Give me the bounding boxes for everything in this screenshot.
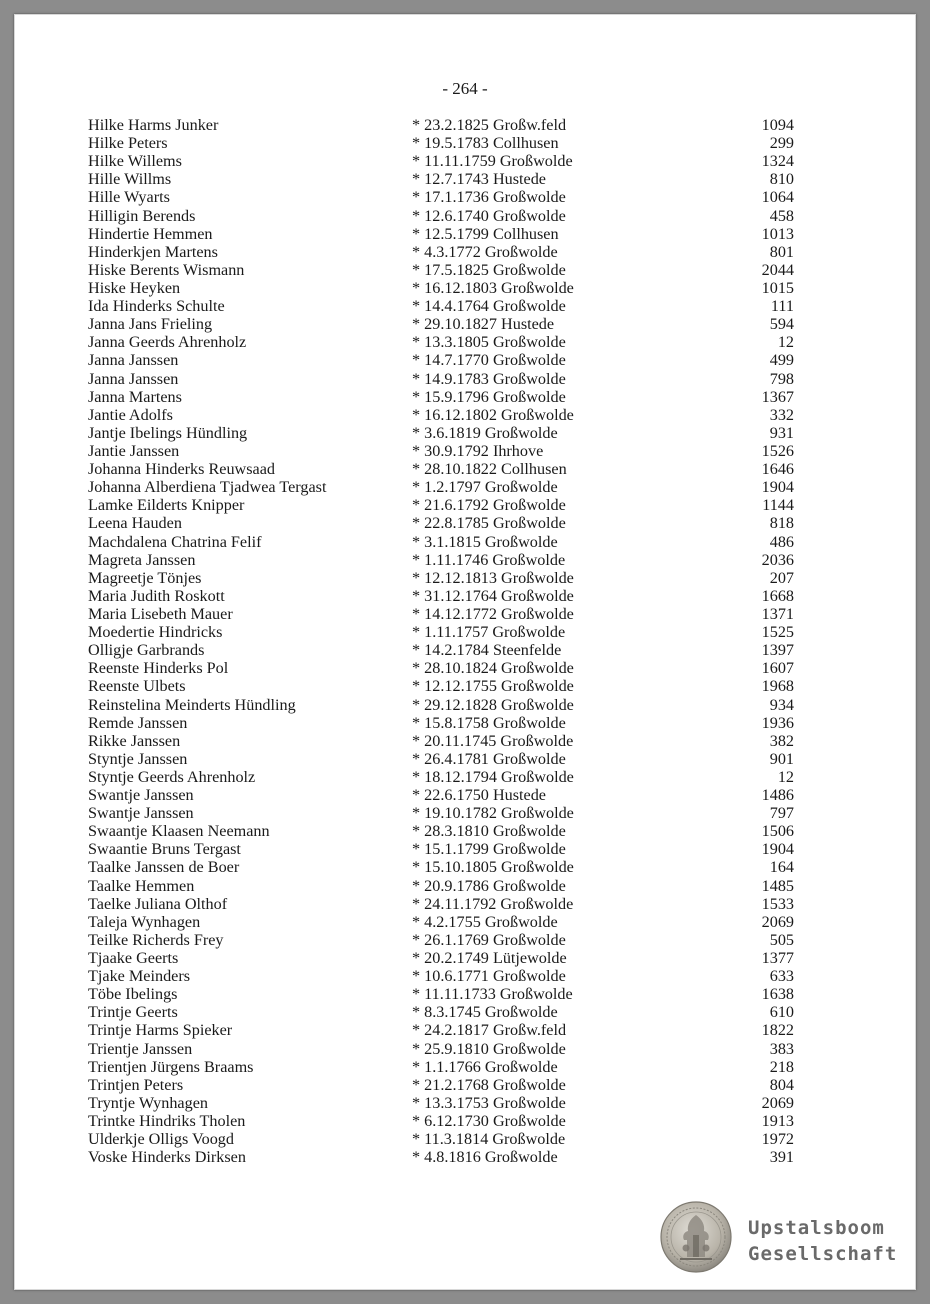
entry-name: Johanna Alberdiena Tjadwea Tergast — [88, 478, 327, 497]
register-entry — [0, 931, 930, 949]
register-entry — [0, 605, 930, 623]
entry-name: Hilke Harms Junker — [88, 116, 219, 134]
register-entry — [0, 1003, 930, 1021]
entry-name: Reinstelina Meinderts Hündling — [88, 695, 296, 714]
entry-number: 111 — [770, 297, 794, 316]
register-entry — [0, 858, 930, 876]
register-entry — [0, 170, 930, 188]
entry-birth: * 19.5.1783 Collhusen — [412, 134, 559, 153]
entry-name: Styntje Geerds Ahrenholz — [88, 767, 256, 786]
entry-birth: * 11.11.1733 Großwolde — [412, 985, 573, 1004]
register-entry — [0, 424, 930, 442]
register-entry — [0, 533, 930, 551]
register-entry — [0, 877, 930, 895]
register-entry — [0, 768, 930, 786]
entry-name: Taalke Hemmen — [88, 876, 195, 895]
register-entry — [0, 1130, 930, 1148]
entry-birth: * 4.8.1816 Großwolde — [412, 1148, 558, 1167]
entry-number: 2069 — [761, 1093, 794, 1112]
entry-name: Tryntje Wynhagen — [88, 1093, 208, 1112]
entry-birth: * 28.10.1824 Großwolde — [412, 659, 574, 678]
register-entry — [0, 696, 930, 714]
register-entry — [0, 351, 930, 369]
register-entry — [0, 1058, 930, 1076]
entry-birth: * 19.10.1782 Großwolde — [412, 804, 574, 823]
register-entry — [0, 134, 930, 152]
entry-name: Taalke Janssen de Boer — [88, 858, 240, 877]
entry-name: Johanna Hinderks Reuwsaad — [88, 460, 276, 479]
entry-birth: * 10.6.1771 Großwolde — [412, 967, 566, 986]
entry-number: 1397 — [761, 641, 794, 660]
entry-birth: * 18.12.1794 Großwolde — [412, 767, 574, 786]
entry-name: Swantje Janssen — [88, 804, 194, 823]
register-entry — [0, 985, 930, 1003]
entry-name: Hiske Berents Wismann — [88, 260, 245, 279]
entry-birth: * 14.7.1770 Großwolde — [412, 351, 566, 370]
entry-birth: * 14.2.1784 Steenfelde — [412, 641, 562, 660]
entry-name: Hille Willms — [88, 170, 172, 189]
entry-number: 1013 — [761, 224, 794, 243]
entry-birth: * 22.6.1750 Hustede — [412, 786, 546, 805]
entry-name: Hilligin Berends — [88, 206, 196, 225]
entry-name: Reenste Ulbets — [88, 677, 186, 696]
entry-number: 1094 — [761, 116, 794, 134]
entry-name: Jantie Janssen — [88, 441, 180, 460]
entry-name: Trintke Hindriks Tholen — [88, 1112, 246, 1131]
entry-birth: * 28.10.1822 Collhusen — [412, 460, 567, 479]
entry-birth: * 30.9.1792 Ihrhove — [412, 441, 544, 460]
entry-birth: * 12.7.1743 Hustede — [412, 170, 546, 189]
entry-name: Tjake Meinders — [88, 967, 191, 986]
entry-number: 610 — [769, 1003, 794, 1022]
entry-name: Reenste Hinderks Pol — [88, 659, 229, 678]
entry-name: Moedertie Hindricks — [88, 623, 223, 642]
entry-number: 458 — [769, 206, 794, 225]
entry-birth: * 15.10.1805 Großwolde — [412, 858, 574, 877]
entry-birth: * 1.1.1766 Großwolde — [412, 1057, 558, 1076]
entry-number: 1913 — [761, 1112, 794, 1131]
register-entry — [0, 786, 930, 804]
register-entry — [0, 1094, 930, 1112]
register-entry — [0, 496, 930, 514]
entry-birth: * 21.2.1768 Großwolde — [412, 1075, 566, 1094]
entry-birth: * 29.10.1827 Hustede — [412, 315, 555, 334]
entry-name: Trintjen Peters — [88, 1075, 184, 1094]
register-entry — [0, 967, 930, 985]
entry-name: Maria Judith Roskott — [88, 586, 225, 605]
society-name-line2: Gesellschaft — [748, 1243, 898, 1265]
entry-number: 801 — [769, 242, 794, 261]
register-entry — [0, 188, 930, 206]
register-entry — [0, 587, 930, 605]
entry-birth: * 1.11.1746 Großwolde — [412, 550, 566, 569]
entry-birth: * 12.6.1740 Großwolde — [412, 206, 566, 225]
register-entry — [0, 732, 930, 750]
register-entry — [0, 406, 930, 424]
entry-name: Swaantje Klaasen Neemann — [88, 822, 270, 841]
entry-name: Teilke Richerds Frey — [88, 930, 224, 949]
entry-name: Janna Geerds Ahrenholz — [88, 333, 247, 352]
entry-birth: * 15.9.1796 Großwolde — [412, 387, 566, 406]
entry-number: 594 — [769, 315, 794, 334]
entry-name: Trintje Harms Spieker — [88, 1021, 233, 1040]
entry-name: Trientjen Jürgens Braams — [88, 1057, 254, 1076]
society-name-line1: Upstalsboom — [748, 1217, 885, 1239]
entry-number: 2036 — [761, 550, 794, 569]
entry-number: 818 — [769, 514, 794, 533]
entry-birth: * 13.3.1805 Großwolde — [412, 333, 566, 352]
register-entry — [0, 895, 930, 913]
entry-name: Jantie Adolfs — [88, 405, 173, 424]
entry-birth: * 4.3.1772 Großwolde — [412, 242, 558, 261]
register-entry — [0, 297, 930, 315]
register-entry — [0, 1040, 930, 1058]
entry-name: Taelke Juliana Olthof — [88, 894, 228, 913]
entry-number: 901 — [769, 749, 794, 768]
entry-name: Hilke Willems — [88, 152, 182, 171]
entry-birth: * 22.8.1785 Großwolde — [412, 514, 566, 533]
register-entry — [0, 460, 930, 478]
entry-birth: * 21.6.1792 Großwolde — [412, 496, 566, 515]
entry-number: 383 — [769, 1039, 794, 1058]
entry-number: 12 — [777, 767, 794, 786]
entry-birth: * 15.8.1758 Großwolde — [412, 713, 566, 732]
entry-birth: * 13.3.1753 Großwolde — [412, 1093, 566, 1112]
entry-number: 505 — [769, 930, 794, 949]
entry-birth: * 20.11.1745 Großwolde — [412, 731, 574, 750]
entry-number: 2069 — [761, 912, 794, 931]
register-entry — [0, 315, 930, 333]
entry-birth: * 3.6.1819 Großwolde — [412, 423, 558, 442]
register-entry — [0, 207, 930, 225]
entry-number: 797 — [769, 804, 794, 823]
entry-birth: * 11.11.1759 Großwolde — [412, 152, 573, 171]
entry-name: Rikke Janssen — [88, 731, 181, 750]
entry-number: 633 — [769, 967, 794, 986]
register-entry — [0, 677, 930, 695]
entry-number: 1972 — [761, 1130, 794, 1149]
entry-number: 207 — [769, 568, 794, 587]
entry-number: 1485 — [761, 876, 794, 895]
entry-birth: * 1.11.1757 Großwolde — [412, 623, 566, 642]
entry-name: Magreetje Tönjes — [88, 568, 202, 587]
entry-birth: * 14.9.1783 Großwolde — [412, 369, 566, 388]
register-entry — [0, 116, 930, 134]
entry-birth: * 11.3.1814 Großwolde — [412, 1130, 566, 1149]
entry-number: 1525 — [761, 623, 794, 642]
register-entry — [0, 822, 930, 840]
entry-number: 1822 — [761, 1021, 794, 1040]
entry-birth: * 4.2.1755 Großwolde — [412, 912, 558, 931]
entry-birth: * 31.12.1764 Großwolde — [412, 586, 574, 605]
entry-birth: * 12.5.1799 Collhusen — [412, 224, 559, 243]
entry-number: 1638 — [761, 985, 794, 1004]
entry-number: 1506 — [761, 822, 794, 841]
entry-birth: * 25.9.1810 Großwolde — [412, 1039, 566, 1058]
entry-number: 1015 — [761, 278, 794, 297]
register-entry — [0, 243, 930, 261]
entry-birth: * 8.3.1745 Großwolde — [412, 1003, 558, 1022]
entry-birth: * 15.1.1799 Großwolde — [412, 840, 566, 859]
entry-birth: * 20.2.1749 Lütjewolde — [412, 949, 567, 968]
seal-icon — [660, 1201, 732, 1273]
register-entry — [0, 333, 930, 351]
entry-birth: * 12.12.1813 Großwolde — [412, 568, 574, 587]
entry-birth: * 26.4.1781 Großwolde — [412, 749, 566, 768]
entry-name: Maria Lisebeth Mauer — [88, 604, 233, 623]
entry-number: 1367 — [761, 387, 794, 406]
entry-number: 1324 — [761, 152, 794, 171]
entry-number: 299 — [769, 134, 794, 153]
entry-number: 931 — [769, 423, 794, 442]
entry-birth: * 23.2.1825 Großw.feld — [412, 116, 567, 134]
register-entry — [0, 623, 930, 641]
register-entry — [0, 1021, 930, 1039]
entry-number: 1904 — [761, 478, 794, 497]
entry-name: Hiske Heyken — [88, 278, 181, 297]
entry-number: 1064 — [761, 188, 794, 207]
entry-name: Styntje Janssen — [88, 749, 188, 768]
entry-number: 1533 — [761, 894, 794, 913]
entry-name: Janna Martens — [88, 387, 182, 406]
entry-birth: * 12.12.1755 Großwolde — [412, 677, 574, 696]
entry-number: 382 — [769, 731, 794, 750]
register-entry — [0, 442, 930, 460]
entry-name: Janna Jans Frieling — [88, 315, 213, 334]
entry-birth: * 20.9.1786 Großwolde — [412, 876, 566, 895]
entry-number: 810 — [769, 170, 794, 189]
entry-number: 1526 — [761, 441, 794, 460]
entry-number: 1607 — [761, 659, 794, 678]
entry-number: 486 — [769, 532, 794, 551]
entry-birth: * 24.11.1792 Großwolde — [412, 894, 574, 913]
entry-number: 391 — [769, 1148, 794, 1167]
entry-number: 499 — [769, 351, 794, 370]
entry-name: Machdalena Chatrina Felif — [88, 532, 262, 551]
entry-birth: * 3.1.1815 Großwolde — [412, 532, 558, 551]
entry-birth: * 14.12.1772 Großwolde — [412, 604, 574, 623]
entry-name: Jantje Ibelings Hündling — [88, 423, 248, 442]
register-entry — [0, 714, 930, 732]
entry-number: 1144 — [762, 496, 794, 515]
entry-number: 1936 — [761, 713, 794, 732]
register-entry — [0, 514, 930, 532]
entry-number: 1646 — [761, 460, 794, 479]
page-number: - 264 - — [442, 79, 488, 98]
entry-number: 1377 — [761, 949, 794, 968]
entry-number: 804 — [769, 1075, 794, 1094]
register-entry — [0, 804, 930, 822]
entry-number: 2044 — [761, 260, 794, 279]
entry-number: 1486 — [761, 786, 794, 805]
register-entry — [0, 388, 930, 406]
entry-name: Voske Hinderks Dirksen — [88, 1148, 246, 1167]
register-entry — [0, 279, 930, 297]
register-entry — [0, 569, 930, 587]
entry-number: 218 — [769, 1057, 794, 1076]
entry-name: Swantje Janssen — [88, 786, 194, 805]
register-entry — [0, 478, 930, 496]
register-entry — [0, 225, 930, 243]
register-entry — [0, 949, 930, 967]
entry-number: 1904 — [761, 840, 794, 859]
entry-name: Hindertie Hemmen — [88, 224, 213, 243]
entry-name: Ida Hinderks Schulte — [88, 297, 225, 316]
entry-name: Tjaake Geerts — [88, 949, 179, 968]
entry-number: 12 — [777, 333, 794, 352]
entry-name: Swaantie Bruns Tergast — [88, 840, 241, 859]
entry-birth: * 29.12.1828 Großwolde — [412, 695, 574, 714]
entry-name: Janna Janssen — [88, 351, 179, 370]
entry-birth: * 16.12.1802 Großwolde — [412, 405, 574, 424]
society-name — [748, 1215, 897, 1267]
entry-name: Remde Janssen — [88, 713, 188, 732]
entry-birth: * 17.5.1825 Großwolde — [412, 260, 566, 279]
register-entry — [0, 370, 930, 388]
entry-birth: * 24.2.1817 Großw.feld — [412, 1021, 567, 1040]
entry-name: Hille Wyarts — [88, 188, 170, 207]
entry-number: 1968 — [761, 677, 794, 696]
register-entry — [0, 551, 930, 569]
entry-birth: * 17.1.1736 Großwolde — [412, 188, 566, 207]
entry-birth: * 28.3.1810 Großwolde — [412, 822, 566, 841]
register-entry — [0, 1112, 930, 1130]
entry-name: Trientje Janssen — [88, 1039, 193, 1058]
entry-number: 164 — [769, 858, 794, 877]
entry-name: Janna Janssen — [88, 369, 179, 388]
entry-birth: * 14.4.1764 Großwolde — [412, 297, 566, 316]
entry-name: Töbe Ibelings — [88, 985, 178, 1004]
entry-number: 934 — [769, 695, 794, 714]
entry-name: Hilke Peters — [88, 134, 168, 153]
register-entry — [0, 913, 930, 931]
register-entry — [0, 840, 930, 858]
entry-number: 1668 — [761, 586, 794, 605]
entry-birth: * 16.12.1803 Großwolde — [412, 278, 574, 297]
register-entry — [0, 750, 930, 768]
entry-name: Leena Hauden — [88, 514, 182, 533]
entry-number: 332 — [769, 405, 794, 424]
entry-name: Magreta Janssen — [88, 550, 196, 569]
entry-name: Trintje Geerts — [88, 1003, 178, 1022]
entry-name: Hinderkjen Martens — [88, 242, 218, 261]
register-list — [0, 116, 930, 1166]
entry-number: 798 — [769, 369, 794, 388]
entry-name: Ulderkje Olligs Voogd — [88, 1130, 234, 1149]
register-entry — [0, 641, 930, 659]
register-entry — [0, 1076, 930, 1094]
register-entry — [0, 261, 930, 279]
entry-birth: * 26.1.1769 Großwolde — [412, 930, 566, 949]
entry-name: Olligje Garbrands — [88, 641, 205, 660]
register-entry — [0, 659, 930, 677]
entry-name: Taleja Wynhagen — [88, 912, 201, 931]
register-entry — [0, 152, 930, 170]
entry-number: 1371 — [761, 604, 794, 623]
entry-birth: * 6.12.1730 Großwolde — [412, 1112, 566, 1131]
entry-name: Lamke Eilderts Knipper — [88, 496, 245, 515]
entry-birth: * 1.2.1797 Großwolde — [412, 478, 558, 497]
register-entry — [0, 1148, 930, 1166]
